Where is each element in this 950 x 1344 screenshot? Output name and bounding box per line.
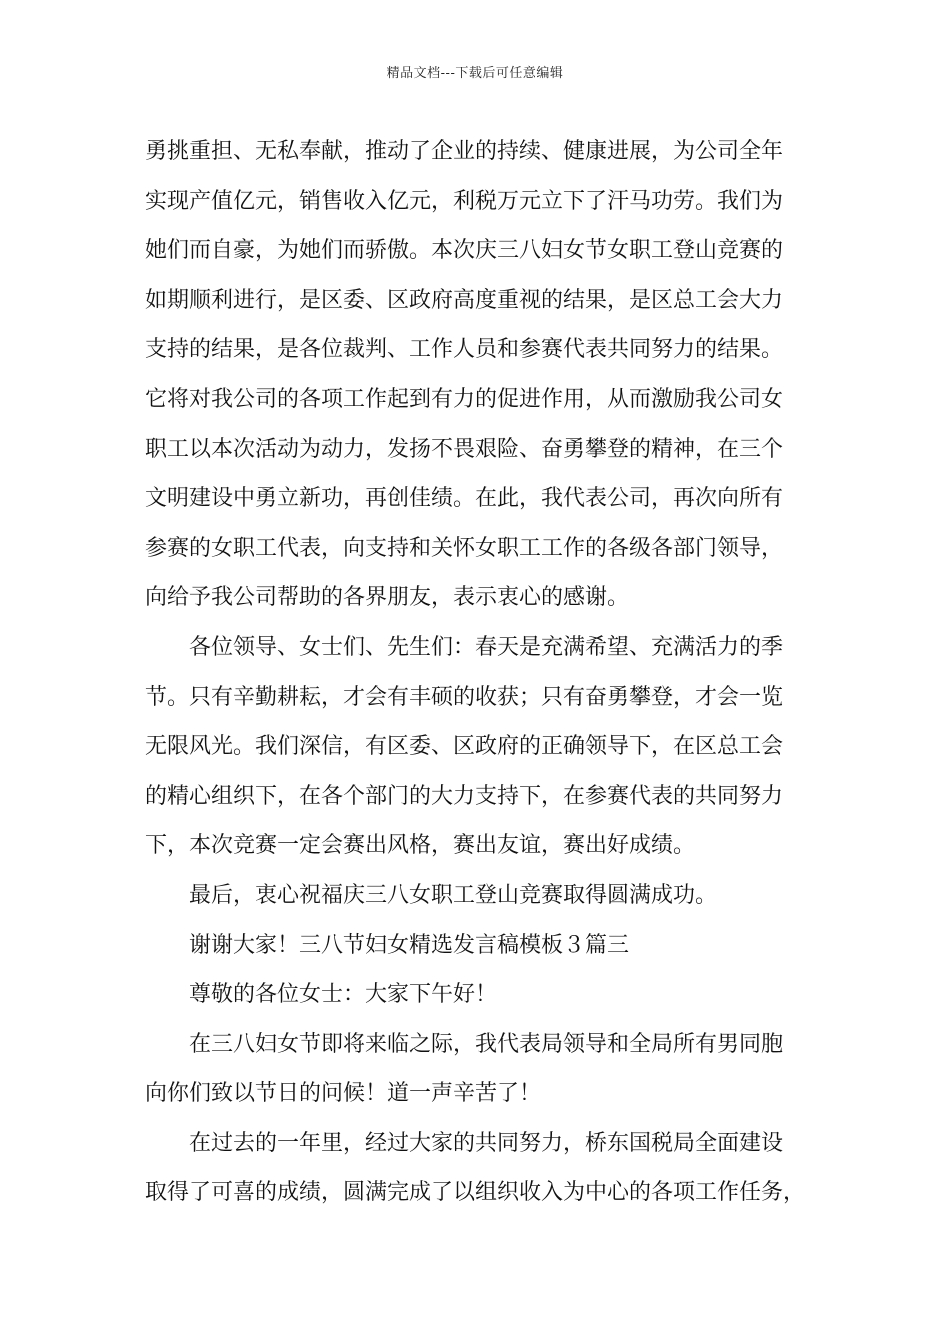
text-line: 无限风光。我们深信，有区委、区政府的正确领导下，在区总工会 xyxy=(145,734,784,760)
page-header: 精品文档---下载后可任意编辑 xyxy=(386,66,564,81)
paragraph-start-line: 各位领导、女士们、先生们：春天是充满希望、充满活力的季 xyxy=(189,634,784,660)
text-line: 她们而自豪，为她们而骄傲。本次庆三八妇女节女职工登山竞赛的 xyxy=(145,238,784,264)
paragraph-start-line: 在三八妇女节即将来临之际，我代表局领导和全局所有男同胞 xyxy=(189,1031,784,1057)
text-line: 实现产值亿元，销售收入亿元，利税万元立下了汗马功劳。我们为 xyxy=(145,188,784,214)
paragraph-start-line: 最后，衷心祝福庆三八女职工登山竞赛取得圆满成功。 xyxy=(189,882,718,908)
paragraph-start-line: 谢谢大家！三八节妇女精选发言稿模板３篇三 xyxy=(189,932,630,958)
document-body xyxy=(145,127,825,1218)
text-line: 参赛的女职工代表，向支持和关怀女职工工作的各级各部门领导， xyxy=(145,535,784,561)
text-line: 向给予我公司帮助的各界朋友，表示衷心的感谢。 xyxy=(145,585,630,611)
text-line: 节。只有辛勤耕耘，才会有丰硕的收获；只有奋勇攀登，才会一览 xyxy=(145,684,784,710)
text-line: 支持的结果，是各位裁判、工作人员和参赛代表共同努力的结果。 xyxy=(145,337,784,363)
text-line: 取得了可喜的成绩，圆满完成了以组织收入为中心的各项工作任务， xyxy=(145,1180,806,1206)
text-line: 职工以本次活动为动力，发扬不畏艰险、奋勇攀登的精神，在三个 xyxy=(145,436,784,462)
text-line: 勇挑重担、无私奉献，推动了企业的持续、健康进展，为公司全年 xyxy=(145,139,784,164)
text-line: 的精心组织下，在各个部门的大力支持下，在参赛代表的共同努力 xyxy=(145,783,784,809)
text-line: 文明建设中勇立新功，再创佳绩。在此，我代表公司，再次向所有 xyxy=(145,486,784,512)
text-line: 向你们致以节日的问候！道一声辛苦了！ xyxy=(145,1081,542,1107)
text-line: 它将对我公司的各项工作起到有力的促进作用，从而激励我公司女 xyxy=(145,386,784,412)
text-line: 如期顺利进行，是区委、区政府高度重视的结果，是区总工会大力 xyxy=(145,287,784,313)
text-line: 下，本次竞赛一定会赛出风格，赛出友谊，赛出好成绩。 xyxy=(145,833,696,859)
paragraph-start-line: 在过去的一年里，经过大家的共同努力，桥东国税局全面建设 xyxy=(189,1130,784,1156)
salutation-line: 尊敬的各位女士：大家下午好！ xyxy=(189,982,498,1008)
